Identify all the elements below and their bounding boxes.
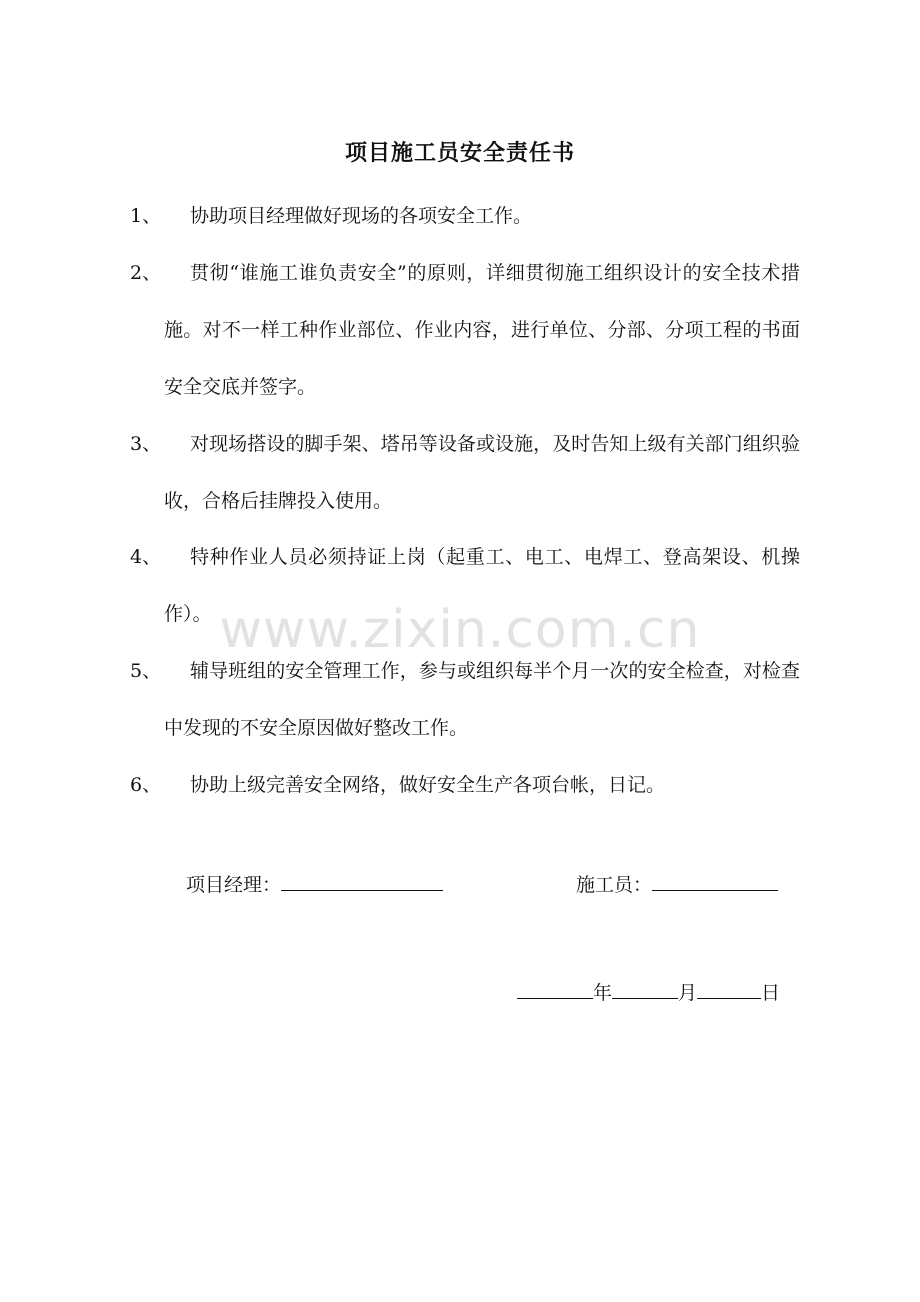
list-item — [130, 643, 800, 757]
item-number: 6、 — [130, 774, 162, 796]
item-number: 1、 — [130, 205, 162, 227]
item-text: 协助上级完善安全网络，做好安全生产各项台帐，日记。 — [190, 774, 666, 796]
manager-signature-line — [281, 868, 443, 891]
day-blank — [697, 976, 761, 999]
constructor-label: 施工员： — [576, 874, 653, 896]
watermark: www.zixin.com.cn — [219, 600, 701, 660]
item-text: 特种作业人员必须持证上岗（起重工、电工、电焊工、登高架设、机操作）。 — [164, 546, 800, 625]
month-blank — [612, 976, 678, 999]
document-title: 项目施工员安全责任书 — [344, 140, 575, 166]
item-number: 2、 — [130, 262, 162, 284]
date-line — [517, 976, 780, 1008]
item-text: 对现场搭设的脚手架、塔吊等设备或设施，及时告知上级有关部门组织验收，合格后挂牌投入使用。 — [164, 433, 800, 512]
list-item — [130, 416, 800, 530]
manager-signature — [186, 868, 443, 900]
list-item — [130, 245, 800, 416]
manager-label: 项目经理： — [186, 874, 282, 896]
year-blank — [517, 976, 593, 999]
list-item — [130, 529, 800, 643]
item-number: 4、 — [130, 546, 162, 568]
month-label: 月 — [678, 982, 698, 1004]
constructor-signature — [576, 868, 778, 900]
list-item — [130, 188, 800, 245]
item-text: 贯彻“谁施工谁负责安全”的原则，详细贯彻施工组织设计的安全技术措施。对不一样工种作业部位、作业内容，进行单位、分部、分项工程的书面安全交底并签字。 — [164, 262, 800, 398]
item-number: 5、 — [130, 660, 162, 682]
item-number: 3、 — [130, 433, 162, 455]
item-text: 协助项目经理做好现场的各项安全工作。 — [190, 205, 533, 227]
constructor-signature-line — [652, 868, 778, 891]
list-item — [130, 757, 800, 814]
day-label: 日 — [761, 982, 781, 1004]
item-text: 辅导班组的安全管理工作，参与或组织每半个月一次的安全检查，对检查中发现的不安全原因做好整改工作。 — [164, 660, 800, 739]
year-label: 年 — [593, 982, 613, 1004]
